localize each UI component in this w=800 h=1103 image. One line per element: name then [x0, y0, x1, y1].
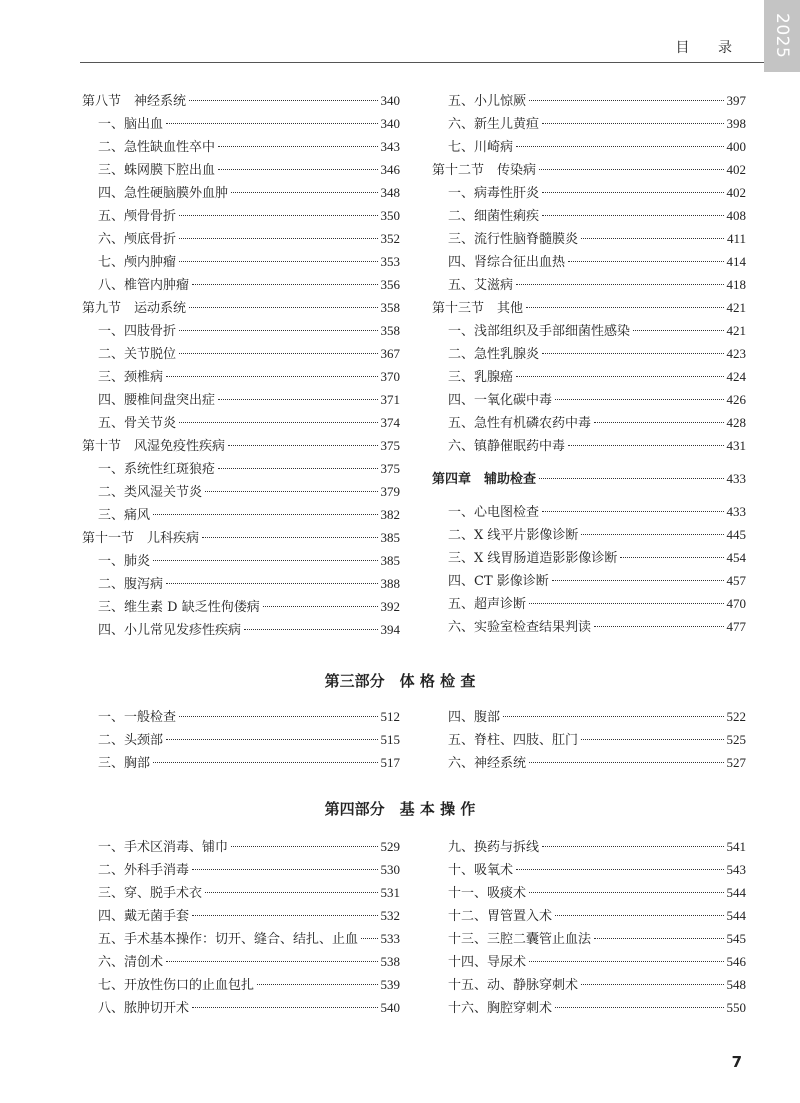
dot-leader [529, 892, 723, 893]
toc-entry-page: 512 [380, 709, 400, 724]
toc-entry-label: 三、X 线胃肠道造影影像诊断 [448, 551, 618, 566]
toc-entry-page: 544 [726, 885, 746, 900]
toc-entry-page: 517 [380, 755, 400, 770]
toc-entry [82, 274, 400, 296]
dot-leader [516, 376, 723, 377]
toc-entry [82, 228, 400, 250]
toc-entry-label: 十二、胃管置入术 [448, 909, 553, 924]
toc-entry [82, 343, 400, 365]
dot-leader [529, 762, 723, 763]
toc-entry [82, 113, 400, 135]
toc-section-entry [82, 435, 400, 457]
toc-entry-page: 538 [380, 954, 400, 969]
toc-entry-page: 541 [726, 839, 746, 854]
toc-entry-label: 五、急性有机磷农药中毒 [448, 416, 592, 431]
toc-entry-label: 五、骨关节炎 [98, 416, 177, 431]
toc-entry [432, 836, 746, 858]
dot-leader [179, 353, 377, 354]
toc-chapter-entry [432, 468, 746, 490]
toc-entry-page: 375 [380, 461, 400, 476]
dot-leader [179, 215, 377, 216]
dot-leader [552, 580, 724, 581]
toc-entry-page: 477 [726, 619, 746, 634]
dot-leader [361, 938, 377, 939]
toc-entry-page: 367 [380, 346, 400, 361]
toc-entry-label: 八、椎管内肿瘤 [98, 278, 190, 293]
dot-leader [633, 330, 723, 331]
dot-leader [542, 353, 723, 354]
toc-entry-page: 340 [380, 116, 400, 131]
toc-entry-page: 424 [726, 369, 746, 384]
dot-leader [594, 422, 723, 423]
toc-entry-page: 418 [726, 277, 746, 292]
dot-leader [257, 984, 377, 985]
toc-entry [82, 974, 400, 996]
toc-entry-page: 414 [726, 254, 746, 269]
toc-entry [82, 159, 400, 181]
toc-entry [82, 458, 400, 480]
toc-entry-label: 六、新生儿黄疸 [448, 117, 540, 132]
toc-entry-label: 二、头颈部 [98, 733, 164, 748]
toc-entry-label: 十五、动、静脉穿刺术 [448, 978, 579, 993]
toc-entry-page: 402 [726, 185, 746, 200]
toc-entry-label: 第十三节 其他 [432, 301, 524, 316]
toc-entry-page: 356 [380, 277, 400, 292]
dot-leader [218, 169, 377, 170]
toc-entry [82, 859, 400, 881]
toc-entry-page: 545 [726, 931, 746, 946]
toc-entry-label: 三、蛛网膜下腔出血 [98, 163, 216, 178]
toc-entry [432, 928, 746, 950]
toc-entry [432, 905, 746, 927]
toc-entry-page: 392 [380, 599, 400, 614]
dot-leader [516, 146, 723, 147]
toc-entry-page: 433 [726, 504, 746, 519]
toc-entry-label: 十一、吸痰术 [448, 886, 527, 901]
toc-entry-label: 六、实验室检查结果判读 [448, 620, 592, 635]
dot-leader [192, 869, 377, 870]
toc-entry-label: 第十一节 儿科疾病 [82, 531, 200, 546]
toc-entry-page: 350 [380, 208, 400, 223]
toc-entry [432, 616, 746, 638]
toc-entry-label: 四、CT 影像诊断 [448, 574, 549, 589]
dot-leader [189, 307, 377, 308]
toc-entry-label: 二、急性乳腺炎 [448, 347, 540, 362]
dot-leader [263, 606, 378, 607]
toc-entry [432, 974, 746, 996]
dot-leader [542, 123, 723, 124]
dot-leader [166, 123, 377, 124]
toc-entry-label: 五、脊柱、四肢、肛门 [448, 733, 579, 748]
toc-entry-label: 二、关节脱位 [98, 347, 177, 362]
dot-leader [218, 468, 377, 469]
toc-entry-label: 四、肾综合征出血热 [448, 255, 566, 270]
dot-leader [516, 869, 723, 870]
toc-entry-label: 一、浅部组织及手部细菌性感染 [448, 324, 631, 339]
toc-section-entry [432, 297, 746, 319]
toc-entry-page: 515 [380, 732, 400, 747]
running-head: 目 录 [675, 40, 744, 56]
toc-entry-page: 340 [380, 93, 400, 108]
toc-entry-label: 四、急性硬脑膜外血肿 [98, 186, 229, 201]
toc-entry-label: 二、腹泻病 [98, 577, 164, 592]
toc-entry-page: 370 [380, 369, 400, 384]
toc-entry-label: 四、腰椎间盘突出症 [98, 393, 216, 408]
dot-leader [594, 938, 723, 939]
toc-entry-label: 一、肺炎 [98, 554, 151, 569]
toc-entry [432, 547, 746, 569]
toc-entry [432, 182, 746, 204]
dot-leader [189, 100, 377, 101]
toc-entry-page: 382 [380, 507, 400, 522]
toc-entry [82, 389, 400, 411]
toc-entry-page: 457 [726, 573, 746, 588]
dot-leader [581, 534, 723, 535]
toc-entry-label: 第八节 神经系统 [82, 94, 187, 109]
toc-entry [432, 366, 746, 388]
toc-entry-page: 428 [726, 415, 746, 430]
toc-entry [432, 524, 746, 546]
dot-leader [568, 445, 723, 446]
toc-entry-page: 543 [726, 862, 746, 877]
toc-entry-label: 六、颅底骨折 [98, 232, 177, 247]
dot-leader [153, 514, 377, 515]
dot-leader [179, 238, 377, 239]
dot-leader [179, 422, 377, 423]
toc-entry-page: 533 [380, 931, 400, 946]
toc-entry-page: 531 [380, 885, 400, 900]
toc-entry [432, 90, 746, 112]
dot-leader [581, 739, 723, 740]
toc-column-part4-left [82, 836, 400, 1026]
toc-entry-page: 540 [380, 1000, 400, 1015]
toc-entry-page: 402 [726, 162, 746, 177]
toc-entry-label: 四、腹部 [448, 710, 501, 725]
toc-entry [432, 343, 746, 365]
toc-entry [432, 228, 746, 250]
toc-entry [82, 752, 400, 774]
toc-column-top-right [432, 90, 746, 650]
toc-entry-label: 一、脑出血 [98, 117, 164, 132]
toc-entry [82, 905, 400, 927]
toc-entry-page: 411 [726, 231, 746, 246]
dot-leader [529, 603, 723, 604]
toc-entry [432, 435, 746, 457]
dot-leader [529, 100, 723, 101]
part-four-title: 第四部分 基 本 操 作 [324, 800, 476, 818]
toc-section-entry [432, 159, 746, 181]
toc-entry-label: 二、X 线平片影像诊断 [448, 528, 579, 543]
toc-entry-label: 三、流行性脑脊髓膜炎 [448, 232, 579, 247]
toc-entry-page: 346 [380, 162, 400, 177]
toc-entry-label: 七、开放性伤口的止血包扎 [98, 978, 255, 993]
dot-leader [192, 1007, 377, 1008]
toc-entry [432, 136, 746, 158]
dot-leader [192, 915, 377, 916]
toc-entry [82, 412, 400, 434]
toc-column-part3-right [432, 706, 746, 778]
dot-leader [620, 557, 723, 558]
dot-leader [542, 846, 723, 847]
toc-entry-label: 五、小儿惊厥 [448, 94, 527, 109]
toc-entry-page: 408 [726, 208, 746, 223]
toc-entry-label: 一、病毒性肝炎 [448, 186, 540, 201]
dot-leader [166, 376, 377, 377]
toc-entry-label: 三、痛风 [98, 508, 151, 523]
toc-entry-page: 544 [726, 908, 746, 923]
toc-entry-label: 第九节 运动系统 [82, 301, 187, 316]
page-number: 7 [731, 1053, 742, 1071]
toc-entry-page: 374 [380, 415, 400, 430]
toc-section-entry [82, 297, 400, 319]
toc-entry-label: 一、一般检查 [98, 710, 177, 725]
toc-entry [82, 182, 400, 204]
dot-leader [231, 846, 377, 847]
toc-entry-page: 445 [726, 527, 746, 542]
toc-entry-page: 371 [380, 392, 400, 407]
dot-leader [166, 739, 377, 740]
toc-entry-page: 426 [726, 392, 746, 407]
toc-entry [432, 951, 746, 973]
dot-leader [218, 146, 377, 147]
toc-entry-page: 529 [380, 839, 400, 854]
dot-leader [179, 716, 377, 717]
dot-leader [192, 284, 377, 285]
toc-entry-page: 421 [726, 300, 746, 315]
toc-entry [82, 550, 400, 572]
toc-entry [432, 752, 746, 774]
toc-entry-label: 四、戴无菌手套 [98, 909, 190, 924]
toc-entry [82, 136, 400, 158]
toc-entry-page: 348 [380, 185, 400, 200]
toc-entry-label: 十、吸氧术 [448, 863, 514, 878]
toc-entry-label: 七、颅内肿瘤 [98, 255, 177, 270]
toc-entry-label: 二、类风湿关节炎 [98, 485, 203, 500]
dot-leader [516, 284, 723, 285]
toc-entry [432, 593, 746, 615]
toc-entry [432, 389, 746, 411]
toc-entry [82, 320, 400, 342]
toc-entry-page: 388 [380, 576, 400, 591]
toc-entry-label: 一、心电图检查 [448, 505, 540, 520]
toc-entry-label: 一、手术区消毒、铺巾 [98, 840, 229, 855]
dot-leader [205, 491, 377, 492]
toc-entry-label: 七、川崎病 [448, 140, 514, 155]
dot-leader [568, 261, 723, 262]
toc-column-part4-right [432, 836, 746, 1026]
toc-entry-label: 十三、三腔二囊管止血法 [448, 932, 592, 947]
dot-leader [205, 892, 377, 893]
toc-entry-page: 454 [726, 550, 746, 565]
toc-entry-label: 十六、胸腔穿刺术 [448, 1001, 553, 1016]
toc-entry-label: 四、小儿常见发疹性疾病 [98, 623, 242, 638]
year-tab: 2025 [764, 0, 800, 72]
toc-entry [432, 251, 746, 273]
toc-entry-page: 421 [726, 323, 746, 338]
toc-entry [432, 113, 746, 135]
toc-entry-label: 三、乳腺癌 [448, 370, 514, 385]
toc-entry-page: 400 [726, 139, 746, 154]
dot-leader [244, 629, 377, 630]
toc-entry-page: 394 [380, 622, 400, 637]
toc-entry-page: 470 [726, 596, 746, 611]
toc-entry-page: 352 [380, 231, 400, 246]
toc-entry-page: 527 [726, 755, 746, 770]
dot-leader [218, 399, 377, 400]
toc-entry-label: 一、四肢骨折 [98, 324, 177, 339]
toc-entry-page: 431 [726, 438, 746, 453]
toc-entry [82, 251, 400, 273]
toc-entry-page: 398 [726, 116, 746, 131]
toc-entry [432, 205, 746, 227]
toc-entry-label: 二、细菌性痢疾 [448, 209, 540, 224]
toc-entry-label: 三、胸部 [98, 756, 151, 771]
dot-leader [539, 169, 723, 170]
toc-section-entry [82, 527, 400, 549]
toc-entry-page: 385 [380, 530, 400, 545]
toc-entry-page: 522 [726, 709, 746, 724]
toc-entry-page: 353 [380, 254, 400, 269]
toc-entry [82, 573, 400, 595]
toc-section-entry [82, 90, 400, 112]
toc-entry [82, 836, 400, 858]
dot-leader [555, 399, 723, 400]
dot-leader [555, 1007, 723, 1008]
dot-leader [166, 961, 377, 962]
toc-entry [82, 928, 400, 950]
toc-entry [432, 997, 746, 1019]
toc-entry-label: 第十节 风湿免疫性疾病 [82, 439, 226, 454]
toc-entry [82, 951, 400, 973]
toc-entry-label: 五、颅骨骨折 [98, 209, 177, 224]
toc-entry-label: 十四、导尿术 [448, 955, 527, 970]
toc-entry-page: 548 [726, 977, 746, 992]
toc-entry [432, 412, 746, 434]
toc-entry [432, 706, 746, 728]
toc-entry-label: 二、急性缺血性卒中 [98, 140, 216, 155]
toc-entry-page: 343 [380, 139, 400, 154]
toc-entry-label: 九、换药与拆线 [448, 840, 540, 855]
toc-entry [82, 997, 400, 1019]
toc-entry-label: 三、颈椎病 [98, 370, 164, 385]
toc-entry [82, 882, 400, 904]
dot-leader [166, 583, 377, 584]
dot-leader [202, 537, 377, 538]
dot-leader [581, 984, 723, 985]
header-rule [80, 62, 764, 63]
dot-leader [503, 716, 723, 717]
toc-entry-page: 358 [380, 300, 400, 315]
dot-leader [581, 238, 724, 239]
toc-entry-page: 546 [726, 954, 746, 969]
toc-column-top-left [82, 90, 400, 650]
toc-entry [82, 596, 400, 618]
toc-entry [82, 205, 400, 227]
dot-leader [542, 192, 723, 193]
toc-entry-label: 三、穿、脱手术衣 [98, 886, 203, 901]
toc-entry [432, 729, 746, 751]
dot-leader [542, 511, 723, 512]
toc-entry-page: 532 [380, 908, 400, 923]
toc-entry-label: 六、神经系统 [448, 756, 527, 771]
toc-entry-label: 六、镇静催眠药中毒 [448, 439, 566, 454]
toc-entry-label: 五、艾滋病 [448, 278, 514, 293]
toc-entry [82, 729, 400, 751]
toc-entry-page: 397 [726, 93, 746, 108]
dot-leader [526, 307, 723, 308]
toc-entry-page: 385 [380, 553, 400, 568]
dot-leader [179, 330, 377, 331]
part-three-title: 第三部分 体 格 检 查 [324, 672, 476, 690]
toc-entry [432, 320, 746, 342]
toc-entry [432, 859, 746, 881]
toc-entry-label: 第四章 辅助检查 [432, 472, 537, 487]
toc-entry-page: 530 [380, 862, 400, 877]
dot-leader [539, 478, 723, 479]
dot-leader [153, 762, 377, 763]
toc-entry-label: 八、脓肿切开术 [98, 1001, 190, 1016]
dot-leader [231, 192, 377, 193]
toc-entry-page: 375 [380, 438, 400, 453]
dot-leader [153, 560, 377, 561]
toc-entry-label: 六、清创术 [98, 955, 164, 970]
toc-column-part3-left [82, 706, 400, 778]
toc-entry-label: 第十二节 传染病 [432, 163, 537, 178]
toc-entry-label: 一、系统性红斑狼疮 [98, 462, 216, 477]
toc-entry-label: 五、手术基本操作：切开、缝合、结扎、止血 [98, 932, 359, 947]
dot-leader [542, 215, 723, 216]
toc-entry-page: 433 [726, 471, 746, 486]
toc-entry-page: 550 [726, 1000, 746, 1015]
toc-entry [82, 619, 400, 641]
dot-leader [555, 915, 723, 916]
toc-entry-page: 423 [726, 346, 746, 361]
toc-entry-page: 539 [380, 977, 400, 992]
toc-entry [82, 366, 400, 388]
toc-entry [432, 501, 746, 523]
dot-leader [594, 626, 723, 627]
dot-leader [529, 961, 723, 962]
toc-entry [82, 504, 400, 526]
toc-entry-label: 四、一氧化碳中毒 [448, 393, 553, 408]
toc-entry-page: 525 [726, 732, 746, 747]
toc-entry [82, 481, 400, 503]
toc-entry-label: 三、维生素 D 缺乏性佝偻病 [98, 600, 260, 615]
toc-entry [432, 274, 746, 296]
dot-leader [179, 261, 377, 262]
toc-entry-label: 五、超声诊断 [448, 597, 527, 612]
toc-entry [432, 882, 746, 904]
dot-leader [228, 445, 377, 446]
toc-entry-page: 379 [380, 484, 400, 499]
toc-entry-page: 358 [380, 323, 400, 338]
toc-entry [432, 570, 746, 592]
toc-entry-label: 二、外科手消毒 [98, 863, 190, 878]
toc-entry [82, 706, 400, 728]
